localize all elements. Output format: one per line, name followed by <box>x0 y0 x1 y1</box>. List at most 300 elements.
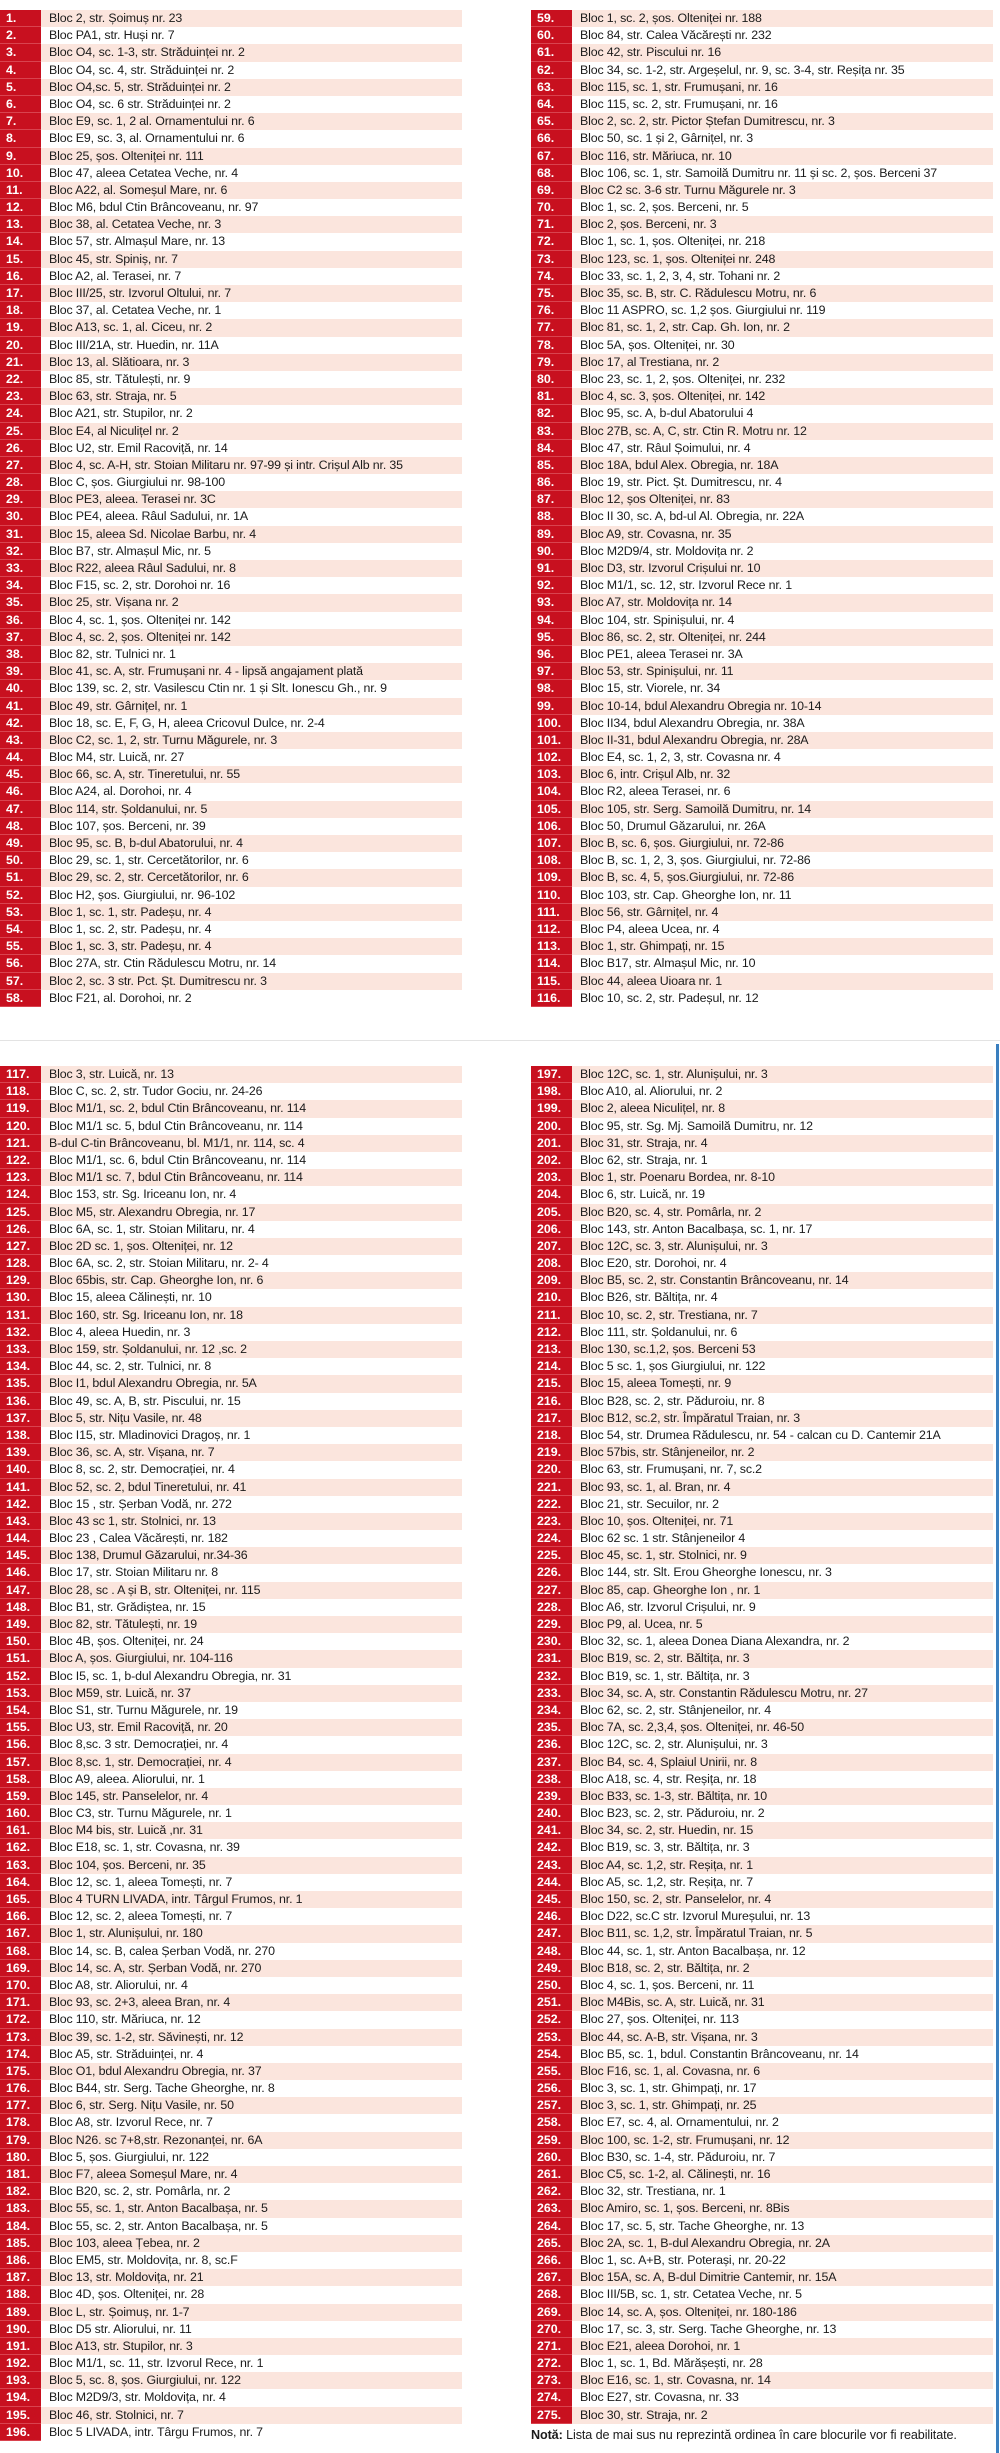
item-number: 139. <box>0 1444 41 1461</box>
list-item <box>531 388 993 405</box>
list-item <box>0 130 462 147</box>
item-number: 119. <box>0 1100 41 1117</box>
item-address: Bloc 106, sc. 1, str. Samoilă Dumitru nr. 11 și sc. 2, șos. Berceni 37 <box>572 165 993 182</box>
item-number: 215. <box>531 1375 572 1392</box>
list-item <box>0 1341 462 1358</box>
list-item <box>531 1616 993 1633</box>
list-item <box>0 2200 462 2217</box>
list-item <box>0 405 462 422</box>
item-address: Bloc M1/1, sc. 2, bdul Ctin Brâncoveanu, nr. 114 <box>41 1100 462 1117</box>
item-number: 233. <box>531 1685 572 1702</box>
list-item <box>0 2114 462 2131</box>
list-item <box>531 577 993 594</box>
item-number: 148. <box>0 1599 41 1616</box>
item-address: Bloc 4, sc. A-H, str. Stoian Militaru nr. 97-99 și intr. Crișul Alb nr. 35 <box>41 457 462 474</box>
list-item <box>0 1186 462 1203</box>
item-number: 213. <box>531 1341 572 1358</box>
item-address: Bloc 52, sc. 2, bdul Tineretului, nr. 41 <box>41 1479 462 1496</box>
item-number: 80. <box>531 371 572 388</box>
item-address: Bloc 6A, sc. 1, str. Stoian Militaru, nr. 4 <box>41 1221 462 1238</box>
item-number: 154. <box>0 1702 41 1719</box>
item-number: 128. <box>0 1255 41 1272</box>
list-item <box>531 2063 993 2080</box>
list-item <box>531 371 993 388</box>
item-address: Bloc B1, str. Grădiștea, nr. 15 <box>41 1599 462 1616</box>
item-address: Bloc 45, str. Spiniș, nr. 7 <box>41 251 462 268</box>
list-item <box>531 2166 993 2183</box>
list-item <box>0 1582 462 1599</box>
item-number: 267. <box>531 2269 572 2286</box>
item-address: Bloc 27A, str. Ctin Rădulescu Motru, nr. 14 <box>41 955 462 972</box>
item-number: 89. <box>531 526 572 543</box>
list-item <box>0 182 462 199</box>
item-address: Bloc 1, sc. 2, str. Padeșu, nr. 4 <box>41 921 462 938</box>
item-address: Bloc 32, sc. 1, aleea Donea Diana Alexandra, nr. 2 <box>572 1633 993 1650</box>
list-item <box>531 818 993 835</box>
list-item <box>531 680 993 697</box>
item-number: 124. <box>0 1186 41 1203</box>
item-number: 178. <box>0 2114 41 2131</box>
item-number: 135. <box>0 1375 41 1392</box>
list-item <box>0 233 462 250</box>
list-item <box>0 2355 462 2372</box>
list-item <box>0 1083 462 1100</box>
item-number: 231. <box>531 1650 572 1667</box>
list-item <box>531 2269 993 2286</box>
item-number: 24. <box>0 405 41 422</box>
item-number: 22. <box>0 371 41 388</box>
item-address: Bloc B33, sc. 1-3, str. Băltița, nr. 10 <box>572 1788 993 1805</box>
list-item <box>0 2029 462 2046</box>
item-address: Bloc A22, al. Someșul Mare, nr. 6 <box>41 182 462 199</box>
item-number: 270. <box>531 2321 572 2338</box>
block-list-column-2 <box>531 10 993 1007</box>
item-number: 230. <box>531 1633 572 1650</box>
item-address: Bloc 10-14, bdul Alexandru Obregia nr. 10-14 <box>572 698 993 715</box>
item-address: Bloc PE1, aleea Terasei nr. 3A <box>572 646 993 663</box>
list-item <box>0 577 462 594</box>
item-address: Bloc I1, bdul Alexandru Obregia, nr. 5A <box>41 1375 462 1392</box>
item-number: 18. <box>0 302 41 319</box>
item-address: Bloc 38, al. Cetatea Veche, nr. 3 <box>41 216 462 233</box>
item-address: Bloc B17, str. Almașul Mic, nr. 10 <box>572 955 993 972</box>
item-address: Bloc E4, al Niculițel nr. 2 <box>41 423 462 440</box>
item-number: 37. <box>0 629 41 646</box>
list-item <box>531 10 993 27</box>
list-item <box>531 2235 993 2252</box>
item-number: 185. <box>0 2235 41 2252</box>
item-address: Bloc 66, sc. A, str. Tineretului, nr. 55 <box>41 766 462 783</box>
item-address: Bloc 2D sc. 1, șos. Olteniței, nr. 12 <box>41 1238 462 1255</box>
item-address: Bloc 2, aleea Niculițel, nr. 8 <box>572 1100 993 1117</box>
list-item <box>531 663 993 680</box>
item-number: 160. <box>0 1805 41 1822</box>
list-item <box>0 1994 462 2011</box>
item-number: 34. <box>0 577 41 594</box>
item-number: 21. <box>0 354 41 371</box>
item-address: Bloc 95, str. Sg. Mj. Samoilă Dumitru, nr. 12 <box>572 1118 993 1135</box>
item-address: Bloc 33, sc. 1, 2, 3, 4, str. Tohani nr. 2 <box>572 268 993 285</box>
item-number: 117. <box>0 1066 41 1083</box>
item-number: 75. <box>531 285 572 302</box>
item-number: 35. <box>0 594 41 611</box>
item-address: Bloc 3, sc. 1, str. Ghimpați, nr. 25 <box>572 2097 993 2114</box>
list-item <box>531 2338 993 2355</box>
item-number: 118. <box>0 1083 41 1100</box>
item-number: 206. <box>531 1221 572 1238</box>
item-number: 255. <box>531 2063 572 2080</box>
item-address: Bloc 1, str. Poenaru Bordea, nr. 8-10 <box>572 1169 993 1186</box>
item-number: 201. <box>531 1135 572 1152</box>
item-number: 96. <box>531 646 572 663</box>
list-item <box>0 2011 462 2028</box>
item-address: Bloc 18, sc. E, F, G, H, aleea Cricovul Dulce, nr. 2-4 <box>41 715 462 732</box>
item-address: Bloc 47, aleea Cetatea Veche, nr. 4 <box>41 165 462 182</box>
list-item <box>531 1513 993 1530</box>
item-address: Bloc M2D9/3, str. Moldovița, nr. 4 <box>41 2389 462 2406</box>
list-item <box>0 302 462 319</box>
list-item <box>531 904 993 921</box>
item-number: 19. <box>0 319 41 336</box>
item-address: Bloc 5, șos. Giurgiului, nr. 122 <box>41 2149 462 2166</box>
item-number: 164. <box>0 1874 41 1891</box>
list-item <box>531 1994 993 2011</box>
item-number: 167. <box>0 1925 41 1942</box>
item-address: Bloc 85, str. Tătulești, nr. 9 <box>41 371 462 388</box>
item-number: 225. <box>531 1547 572 1564</box>
item-address: Bloc 5 LIVADA, intr. Târgu Frumos, nr. 7 <box>41 2424 462 2441</box>
item-address: Bloc 13, al. Slătioara, nr. 3 <box>41 354 462 371</box>
list-item <box>531 1599 993 1616</box>
item-address: Bloc 41, sc. A, str. Frumușani nr. 4 - lipsă angajament plată <box>41 663 462 680</box>
list-item <box>531 2218 993 2235</box>
item-number: 143. <box>0 1513 41 1530</box>
item-number: 58. <box>0 990 41 1007</box>
item-address: Bloc 103, str. Cap. Gheorghe Ion, nr. 11 <box>572 887 993 904</box>
list-item <box>0 1324 462 1341</box>
list-item <box>0 818 462 835</box>
list-item <box>0 2149 462 2166</box>
item-number: 66. <box>531 130 572 147</box>
list-item <box>531 268 993 285</box>
item-address: Bloc 29, sc. 1, str. Cercetătorilor, nr. 6 <box>41 852 462 869</box>
item-address: Bloc 150, sc. 2, str. Panselelor, nr. 4 <box>572 1891 993 1908</box>
item-address: Bloc 5 sc. 1, șos Giurgiului, nr. 122 <box>572 1358 993 1375</box>
section-divider <box>0 1040 1000 1041</box>
item-number: 46. <box>0 783 41 800</box>
item-address: Bloc I5, sc. 1, b-dul Alexandru Obregia, nr. 31 <box>41 1668 462 1685</box>
list-item <box>0 2407 462 2424</box>
item-address: Bloc 159, str. Șoldanului, nr. 12 ,sc. 2 <box>41 1341 462 1358</box>
list-item <box>531 1255 993 1272</box>
item-address: Bloc 4, sc. 3, șos. Olteniței, nr. 142 <box>572 388 993 405</box>
item-address: Bloc 62, sc. 2, str. Stânjeneilor, nr. 4 <box>572 1702 993 1719</box>
item-address: Bloc B19, sc. 2, str. Băltița, nr. 3 <box>572 1650 993 1667</box>
item-number: 26. <box>0 440 41 457</box>
list-item <box>531 2389 993 2406</box>
item-number: 218. <box>531 1427 572 1444</box>
list-item <box>531 1960 993 1977</box>
item-number: 242. <box>531 1839 572 1856</box>
list-item <box>531 354 993 371</box>
list-item <box>531 491 993 508</box>
item-number: 27. <box>0 457 41 474</box>
block-list-column-3 <box>0 1066 462 2441</box>
list-item <box>0 1461 462 1478</box>
item-address: Bloc E9, sc. 1, 2 al. Ornamentului nr. 6 <box>41 113 462 130</box>
item-number: 133. <box>0 1341 41 1358</box>
item-address: Bloc 4B, șos. Olteniței, nr. 24 <box>41 1633 462 1650</box>
list-item <box>0 1839 462 1856</box>
item-number: 120. <box>0 1118 41 1135</box>
list-item <box>0 1754 462 1771</box>
item-address: Bloc 25, șos. Olteniței nr. 111 <box>41 148 462 165</box>
item-address: Bloc III/21A, str. Huedin, nr. 11A <box>41 337 462 354</box>
item-number: 70. <box>531 199 572 216</box>
item-number: 172. <box>0 2011 41 2028</box>
item-address: Bloc EM5, str. Moldovița, nr. 8, sc.F <box>41 2252 462 2269</box>
item-address: Bloc M1/1, sc. 12, str. Izvorul Rece nr. 1 <box>572 577 993 594</box>
item-number: 44. <box>0 749 41 766</box>
item-number: 194. <box>0 2389 41 2406</box>
footnote-text: Lista de mai sus nu reprezintă ordinea în care blocurile vor fi reabilitate. <box>566 2428 957 2442</box>
list-item <box>0 1736 462 1753</box>
item-number: 273. <box>531 2372 572 2389</box>
list-item <box>0 646 462 663</box>
list-item <box>531 1496 993 1513</box>
list-item <box>531 1564 993 1581</box>
list-item <box>531 199 993 216</box>
item-number: 274. <box>531 2389 572 2406</box>
list-item <box>531 233 993 250</box>
list-item <box>531 285 993 302</box>
list-item <box>531 732 993 749</box>
list-item <box>531 2304 993 2321</box>
item-address: Bloc B11, sc. 1,2, str. Împăratul Traian, nr. 5 <box>572 1925 993 1942</box>
list-item <box>531 1410 993 1427</box>
item-address: Bloc I15, str. Mladinovici Dragoș, nr. 1 <box>41 1427 462 1444</box>
list-item <box>0 1255 462 1272</box>
list-item <box>0 44 462 61</box>
item-address: Bloc 55, sc. 1, str. Anton Bacalbașa, nr. 5 <box>41 2200 462 2217</box>
item-address: Bloc M4 bis, str. Luică ,nr. 31 <box>41 1822 462 1839</box>
list-item <box>531 560 993 577</box>
item-number: 149. <box>0 1616 41 1633</box>
item-address: Bloc 39, sc. 1-2, str. Săvinești, nr. 12 <box>41 2029 462 2046</box>
item-number: 17. <box>0 285 41 302</box>
item-number: 208. <box>531 1255 572 1272</box>
list-item <box>531 2372 993 2389</box>
item-address: Bloc 84, str. Calea Văcărești nr. 232 <box>572 27 993 44</box>
list-item <box>531 2080 993 2097</box>
item-number: 228. <box>531 1599 572 1616</box>
item-number: 243. <box>531 1857 572 1874</box>
item-address: Bloc A7, str. Moldovița nr. 14 <box>572 594 993 611</box>
item-number: 227. <box>531 1582 572 1599</box>
list-item <box>531 27 993 44</box>
item-number: 93. <box>531 594 572 611</box>
item-address: Bloc 143, str. Anton Bacalbașa, sc. 1, nr. 17 <box>572 1221 993 1238</box>
item-address: Bloc F16, sc. 1, al. Covasna, nr. 6 <box>572 2063 993 2080</box>
item-address: Bloc 5, sc. 8, șos. Giurgiului, nr. 122 <box>41 2372 462 2389</box>
item-address: Bloc H2, șos. Giurgiului, nr. 96-102 <box>41 887 462 904</box>
list-item <box>0 2080 462 2097</box>
item-number: 41. <box>0 698 41 715</box>
item-address: Bloc 104, str. Spinișului, nr. 4 <box>572 612 993 629</box>
list-item <box>531 1066 993 1083</box>
item-address: Bloc O4,sc. 5, str. Străduinței nr. 2 <box>41 79 462 96</box>
item-address: Bloc S1, str. Turnu Măgurele, nr. 19 <box>41 1702 462 1719</box>
list-item <box>531 2355 993 2372</box>
item-number: 236. <box>531 1736 572 1753</box>
item-address: Bloc 114, str. Șoldanului, nr. 5 <box>41 801 462 818</box>
item-address: Bloc 49, sc. A, B, str. Piscului, nr. 15 <box>41 1393 462 1410</box>
list-item <box>0 1221 462 1238</box>
item-number: 162. <box>0 1839 41 1856</box>
item-address: Bloc 21, str. Secuilor, nr. 2 <box>572 1496 993 1513</box>
item-number: 202. <box>531 1152 572 1169</box>
list-item <box>531 182 993 199</box>
item-number: 224. <box>531 1530 572 1547</box>
list-item <box>531 1289 993 1306</box>
list-item <box>531 852 993 869</box>
item-number: 207. <box>531 1238 572 1255</box>
list-item <box>0 1891 462 1908</box>
list-item <box>531 1805 993 1822</box>
list-item <box>0 1719 462 1736</box>
item-number: 54. <box>0 921 41 938</box>
list-item <box>531 2252 993 2269</box>
item-number: 105. <box>531 801 572 818</box>
list-item <box>531 1461 993 1478</box>
item-number: 180. <box>0 2149 41 2166</box>
item-number: 197. <box>531 1066 572 1083</box>
item-number: 126. <box>0 1221 41 1238</box>
item-address: Bloc 18A, bdul Alex. Obregia, nr. 18A <box>572 457 993 474</box>
item-address: Bloc O4, sc. 6 str. Străduinței nr. 2 <box>41 96 462 113</box>
item-number: 209. <box>531 1272 572 1289</box>
list-item <box>531 921 993 938</box>
list-item <box>531 869 993 886</box>
list-item <box>0 2338 462 2355</box>
item-address: Bloc A21, str. Stupilor, nr. 2 <box>41 405 462 422</box>
item-address: Bloc 4, sc. 1, șos. Berceni, nr. 11 <box>572 1977 993 1994</box>
item-address: Bloc 42, str. Piscului nr. 16 <box>572 44 993 61</box>
item-address: Bloc R22, aleea Râul Sadului, nr. 8 <box>41 560 462 577</box>
item-number: 183. <box>0 2200 41 2217</box>
item-address: Bloc 107, șos. Berceni, nr. 39 <box>41 818 462 835</box>
item-address: Bloc B19, sc. 3, str. Băltița, nr. 3 <box>572 1839 993 1856</box>
item-address: Bloc E16, sc. 1, str. Covasna, nr. 14 <box>572 2372 993 2389</box>
list-item <box>531 801 993 818</box>
item-number: 2. <box>0 27 41 44</box>
item-number: 238. <box>531 1771 572 1788</box>
item-number: 110. <box>531 887 572 904</box>
list-item <box>0 491 462 508</box>
item-address: Bloc 111, str. Șoldanului, nr. 6 <box>572 1324 993 1341</box>
list-item <box>531 835 993 852</box>
list-item <box>0 79 462 96</box>
item-address: Bloc 15, aleea Călinești, nr. 10 <box>41 1289 462 1306</box>
item-number: 74. <box>531 268 572 285</box>
item-address: Bloc 95, sc. A, b-dul Abatorului 4 <box>572 405 993 422</box>
list-item <box>531 2407 993 2424</box>
list-item <box>531 1221 993 1238</box>
item-number: 271. <box>531 2338 572 2355</box>
list-item <box>0 165 462 182</box>
item-address: Bloc 1, str. Alunișului, nr. 180 <box>41 1925 462 1942</box>
item-address: Bloc 5A, șos. Olteniței, nr. 30 <box>572 337 993 354</box>
item-number: 98. <box>531 680 572 697</box>
item-address: Bloc 12C, sc. 1, str. Alunișului, nr. 3 <box>572 1066 993 1083</box>
item-address: Bloc 5, str. Nițu Vasile, nr. 48 <box>41 1410 462 1427</box>
list-item <box>0 2166 462 2183</box>
item-address: Bloc 43 sc 1, str. Stolnici, nr. 13 <box>41 1513 462 1530</box>
list-item <box>0 1925 462 1942</box>
list-item <box>531 1874 993 1891</box>
item-number: 8. <box>0 130 41 147</box>
item-number: 23. <box>0 388 41 405</box>
item-number: 76. <box>531 302 572 319</box>
item-address: Bloc 115, sc. 1, str. Frumușani, nr. 16 <box>572 79 993 96</box>
item-address: Bloc F15, sc. 2, str. Dorohoi nr. 16 <box>41 577 462 594</box>
item-address: Bloc E7, sc. 4, al. Ornamentului, nr. 2 <box>572 2114 993 2131</box>
item-number: 108. <box>531 852 572 869</box>
list-item <box>0 319 462 336</box>
list-item <box>0 904 462 921</box>
list-item <box>0 423 462 440</box>
item-address: Bloc A2, al. Terasei, nr. 7 <box>41 268 462 285</box>
item-number: 87. <box>531 491 572 508</box>
list-item <box>531 1204 993 1221</box>
item-address: Bloc E9, sc. 3, al. Ornamentului nr. 6 <box>41 130 462 147</box>
item-address: Bloc 138, Drumul Găzarului, nr.34-36 <box>41 1547 462 1564</box>
item-number: 247. <box>531 1925 572 1942</box>
list-item <box>531 1736 993 1753</box>
item-address: Bloc 32, str. Trestiana, nr. 1 <box>572 2183 993 2200</box>
item-address: Bloc III/25, str. Izvorul Oltului, nr. 7 <box>41 285 462 302</box>
item-number: 269. <box>531 2304 572 2321</box>
item-number: 163. <box>0 1857 41 1874</box>
item-address: Bloc III/5B, sc. 1, str. Cetatea Veche, nr. 5 <box>572 2286 993 2303</box>
item-address: Bloc 57, str. Almașul Mare, nr. 13 <box>41 233 462 250</box>
item-number: 60. <box>531 27 572 44</box>
right-edge-bar <box>996 1044 999 2453</box>
list-item <box>531 526 993 543</box>
item-address: Bloc 13, str. Moldovița, nr. 21 <box>41 2269 462 2286</box>
list-item <box>531 766 993 783</box>
list-item <box>0 1272 462 1289</box>
item-address: Bloc 44, sc. A-B, str. Vișana, nr. 3 <box>572 2029 993 2046</box>
list-item <box>0 594 462 611</box>
item-number: 234. <box>531 1702 572 1719</box>
list-item <box>531 2132 993 2149</box>
item-number: 55. <box>0 938 41 955</box>
item-address: Bloc 31, str. Straja, nr. 4 <box>572 1135 993 1152</box>
item-address: Bloc 81, sc. 1, 2, str. Cap. Gh. Ion, nr. 2 <box>572 319 993 336</box>
item-address: Bloc 1, sc. 3, str. Padeșu, nr. 4 <box>41 938 462 955</box>
list-item <box>531 1358 993 1375</box>
list-item <box>531 1685 993 1702</box>
list-item <box>531 337 993 354</box>
list-item <box>531 2011 993 2028</box>
item-number: 263. <box>531 2200 572 2217</box>
item-address: Bloc 4, sc. 1, șos. Olteniței nr. 142 <box>41 612 462 629</box>
item-address: Bloc A13, sc. 1, al. Ciceu, nr. 2 <box>41 319 462 336</box>
list-item <box>531 405 993 422</box>
item-address: Bloc 17, sc. 3, str. Serg. Tache Gheorghe, nr. 13 <box>572 2321 993 2338</box>
item-number: 28. <box>0 474 41 491</box>
